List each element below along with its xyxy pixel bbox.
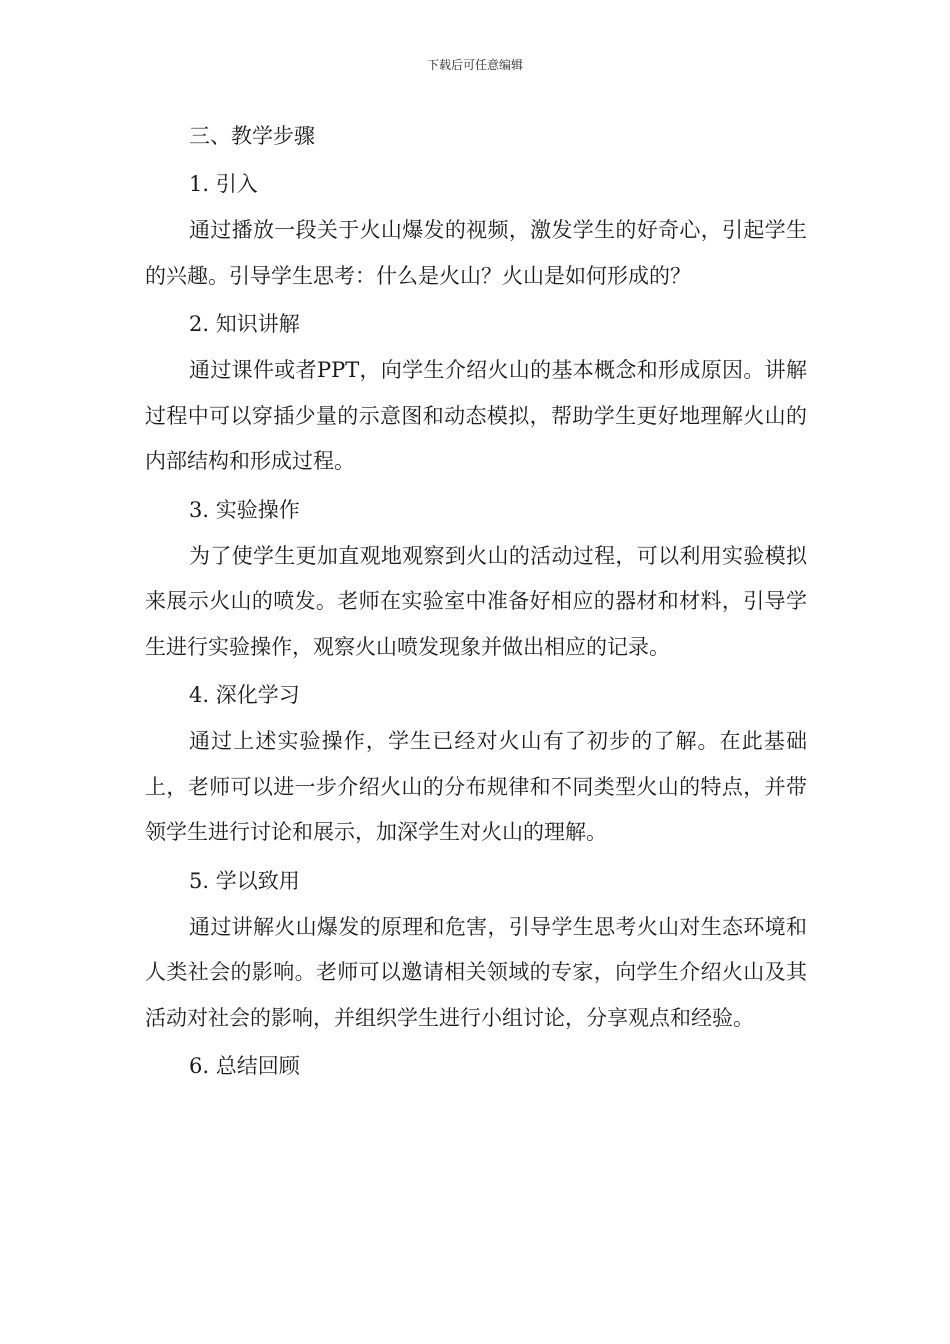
page-header: 下载后可任意编辑 — [426, 58, 523, 72]
document-body — [145, 112, 807, 1090]
step-heading-4: 4. 深化学习 — [189, 683, 300, 707]
step-paragraph-3: 为了使学生更加直观地观察到火山的活动过程，可以利用实验模拟来展示火山的喷发。老师在实验室中准备好相应的器材和材料，引导学生进行实验操作，观察火山喷发现象并做出相应的记录。 — [145, 543, 807, 659]
step-heading-1: 1. 引入 — [189, 172, 258, 196]
step-heading-5: 5. 学以致用 — [189, 868, 300, 893]
section-title: 三、教学步骤 — [189, 124, 315, 148]
step-paragraph-5: 通过讲解火山爆发的原理和危害，引导学生思考火山对生态环境和人类社会的影响。老师可以邀请相关领域的专家，向学生介绍火山及其活动对社会的影响，并组织学生进行小组讨论，分享观点和经验。 — [145, 914, 807, 1030]
step-paragraph-1: 通过播放一段关于火山爆发的视频，激发学生的好奇心，引起学生的兴趣。引导学生思考：什么是火山？火山是如何形成的？ — [145, 218, 807, 288]
step-heading-6: 6. 总结回顾 — [189, 1054, 300, 1078]
step-paragraph-4: 通过上述实验操作，学生已经对火山有了初步的了解。在此基础上，老师可以进一步介绍火山的分布规律和不同类型火山的特点，并带领学生进行讨论和展示，加深学生对火山的理解。 — [145, 729, 807, 844]
step-heading-2: 2. 知识讲解 — [189, 312, 300, 336]
step-paragraph-2: 通过课件或者PPT，向学生介绍火山的基本概念和形成原因。讲解过程中可以穿插少量的示意图和动态模拟，帮助学生更好地理解火山的内部结构和形成过程。 — [145, 358, 807, 473]
step-heading-3: 3. 实验操作 — [189, 497, 300, 522]
